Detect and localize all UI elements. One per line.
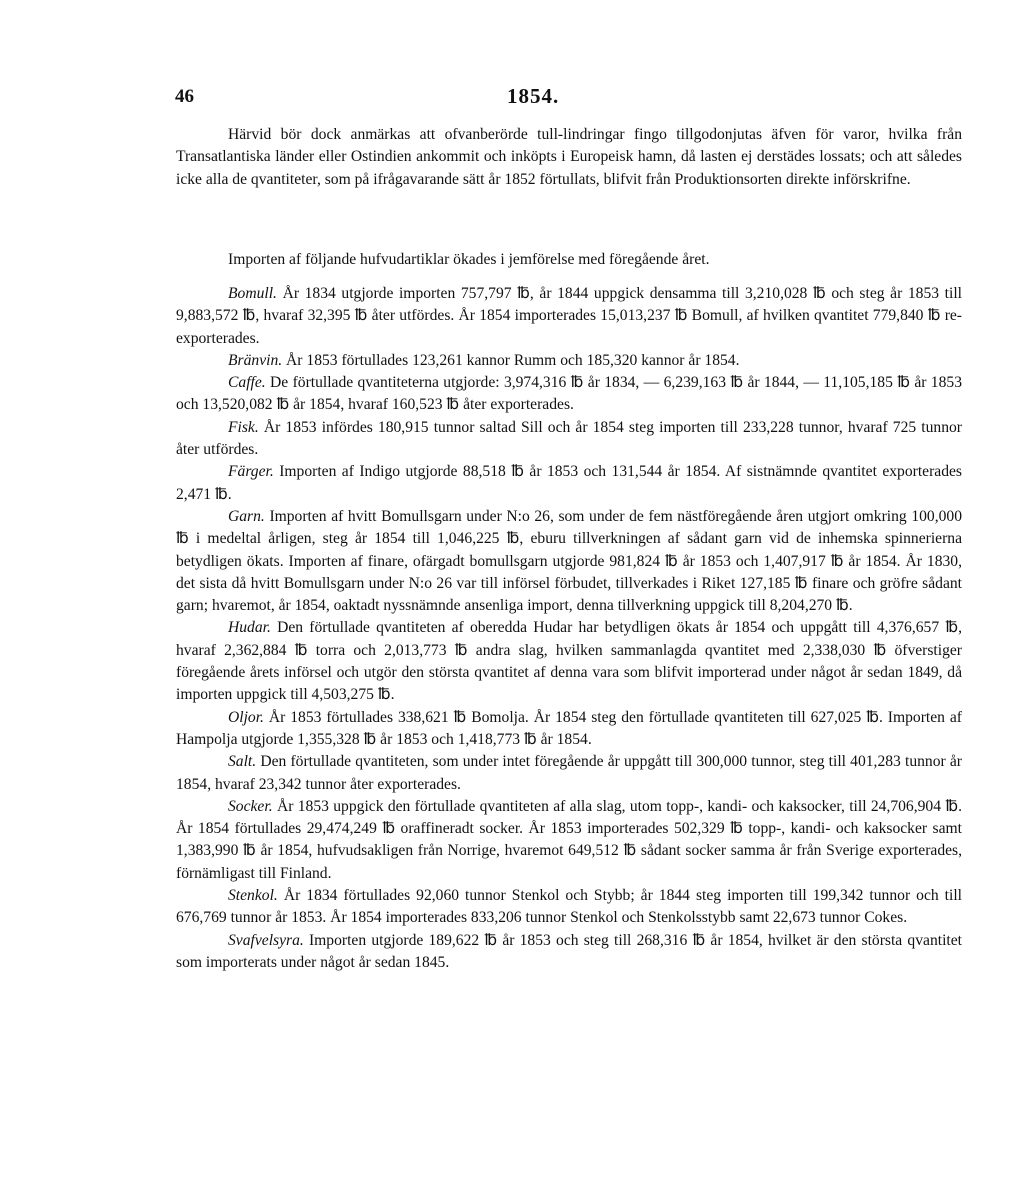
entry-text: År 1834 utgjorde importen 757,797 ℔, år 1844 uppgick densamma till 3,210,028 ℔ och steg år 1853 till 9,883,572 ℔, hvaraf 32,395 ℔ åter utfördes. År 1854 importerades 15,013,237 ℔ Bomull, af hvilken qvantitet 779,840 ℔ re-exporterades. (176, 285, 962, 347)
entry-term: Svafvelsyra. (228, 931, 304, 949)
entry-text: Importen af Indigo utgjorde 88,518 ℔ år 1853 och 131,544 år 1854. Af sistnämnde qvantitet exporterades 2,471 ℔. (176, 463, 962, 503)
entry-text: De förtullade qvantiteterna utgjorde: 3,974,316 ℔ år 1834, — 6,239,163 ℔ år 1844, — 11,105,185 ℔ år 1853 och 13,520,082 ℔ år 1854, hvaraf 160,523 ℔ åter exporterades. (176, 374, 962, 414)
entry-text: År 1853 förtullades 123,261 kannor Rumm och 185,320 kannor år 1854. (286, 351, 740, 369)
subheading-block (176, 249, 962, 271)
entry-branvin (176, 350, 962, 372)
entry-text: År 1853 uppgick den förtullade qvantiteten af alla slag, utom topp-, kandi- och kaksocker, till 24,706,904 ℔. År 1854 förtullades 29,474,249 ℔ oraffineradt socker. År 1853 importerades 502,329 ℔ topp-, kandi- och kaksocker samt 1,383,990 ℔ år 1854, hufvudsakligen från Norrige, hvaremot 649,512 ℔ sådant socker samma år från Sverige exporterades, förnämligast till Finland. (176, 797, 963, 882)
entry-text: År 1853 infördes 180,915 tunnor saltad Sill och år 1854 steg importen till 233,228 tunnor, hvaraf 725 tunnor åter utfördes. (176, 418, 962, 459)
entry-term: Oljor. (228, 708, 264, 726)
entry-term: Garn. (228, 507, 265, 525)
entry-farger (176, 461, 962, 506)
entry-stenkol (176, 885, 962, 930)
intro-paragraph (176, 124, 962, 191)
entry-term: Stenkol. (228, 887, 278, 905)
entry-text: År 1834 förtullades 92,060 tunnor Stenkol och Stybb; år 1844 steg importen till 199,342 tunnor och till 676,769 tunnor år 1853. År 1854 importerades 833,206 tunnor Stenkol och Stenkolsstybb samt 22,673 tunnor Cokes. (176, 887, 962, 927)
entry-text: År 1853 förtullades 338,621 ℔ Bomolja. År 1854 steg den förtullade qvantiteten till 627,025 ℔. Importen af Hampolja utgjorde 1,355,328 ℔ år 1853 och 1,418,773 ℔ år 1854. (176, 708, 962, 748)
subheading: Importen af följande hufvudartiklar ökades i jemförelse med föregående året. (228, 251, 710, 268)
entry-oljor (176, 707, 962, 752)
entry-text: Importen af hvitt Bomullsgarn under N:o 26, som under de fem nästföregående åren utgjort omkring 100,000 ℔ i medeltal årligen, steg år 1854 till 1,046,225 ℔, eburu tillverkningen af sådant garn vid de inhemska spinnerierna betydligen ökats. Importen af finare, ofärgadt bomullsgarn utgjorde 981,824 ℔ år 1853 och 1,407,917 ℔ år 1854. År 1830, det sista då hvitt Bomullsgarn under N:o 26 var till införsel förbudet, tillverkades i Riket 127,185 ℔ finare och gröfre sådant garn; hvaremot, år 1854, oaktadt nyssnämnde ansenliga import, denna tillverkning uppgick till 8,204,270 ℔. (176, 507, 962, 615)
entry-bomull (176, 283, 962, 350)
entry-term: Bränvin. (228, 351, 283, 369)
entry-term: Bomull. (228, 285, 277, 302)
entry-text: Den förtullade qvantiteten, som under intet föregående år uppgått till 300,000 tunnor, steg till 401,283 tunnor år 1854, hvaraf 23,342 tunnor åter exporterades. (176, 753, 962, 793)
page-year-heading: 1854. (507, 84, 560, 108)
entry-caffe (176, 372, 962, 417)
entry-term: Salt. (228, 753, 257, 771)
entry-term: Socker. (228, 797, 273, 815)
entry-salt (176, 751, 962, 796)
page-number: 46 (175, 86, 194, 107)
entry-text: Den förtullade qvantiteten af oberedda Hudar har betydligen ökats år 1854 och uppgått till 4,376,657 ℔, hvaraf 2,362,884 ℔ torra och 2,013,773 ℔ andra slag, hvilken sammanlagda qvantitet med 2,338,030 ℔ öfverstiger föregående årets införsel och utgör den största qvantitet af denna vara som blifvit importerad under något år sedan 1849, då importen uppgick till 4,503,275 ℔. (176, 619, 962, 704)
entry-term: Färger. (228, 463, 274, 481)
entry-socker (176, 796, 962, 885)
entry-term: Caffe. (228, 374, 266, 392)
entry-hudar (176, 617, 962, 706)
entry-garn (176, 506, 962, 617)
entry-term: Hudar. (228, 619, 271, 637)
entry-text: Importen utgjorde 189,622 ℔ år 1853 och steg till 268,316 ℔ år 1854, hvilket är den största qvantitet som importerats under något år sedan 1845. (176, 931, 962, 971)
entries-list (176, 283, 962, 974)
entry-term: Fisk. (228, 418, 259, 436)
entry-fisk (176, 417, 962, 462)
intro-text: Härvid bör dock anmärkas att ofvanberörde tull-lindringar fingo tillgodonjutas äfven för varor, hvilka från Transatlantiska länder eller Ostindien ankommit och inköpts i Europeisk hamn, då lasten ej derstädes lossats; och att således icke alla de qvantiteter, som på ifrågavarande sätt år 1852 förtullats, blifvit från Produktionsorten direkte införskrifne. (176, 126, 962, 188)
entry-svafvelsyra (176, 930, 962, 975)
